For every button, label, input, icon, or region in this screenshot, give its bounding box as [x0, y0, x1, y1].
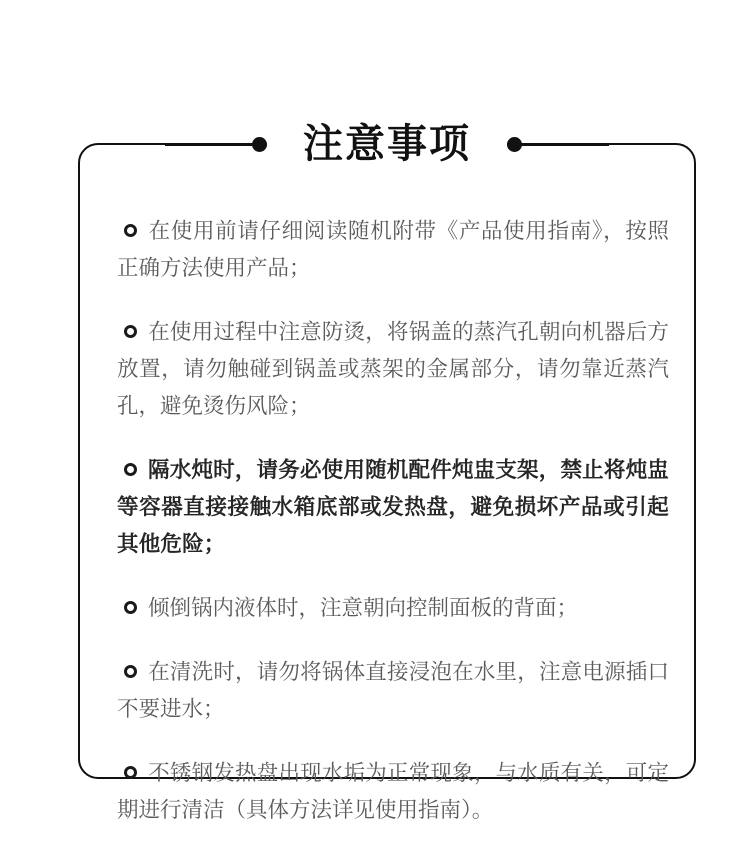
title-rule-right [507, 127, 609, 161]
ring-bullet-icon [124, 325, 137, 338]
title-dot-right-icon [507, 137, 522, 152]
notice-item-text: 倾倒锅内液体时，注意朝向控制面板的背面； [148, 595, 579, 621]
notice-item-cleaning-no-soak [117, 654, 669, 728]
title-dot-left-icon [252, 137, 267, 152]
ring-bullet-icon [124, 224, 137, 237]
notice-item-scale-normal [117, 755, 669, 829]
notice-header [78, 110, 696, 178]
ring-bullet-icon [124, 665, 137, 678]
notice-item-text: 隔水炖时，请务必使用随机配件炖盅支架，禁止将炖盅等容器直接接触水箱底部或发热盘，避免损坏产品或引起其他危险； [117, 457, 669, 557]
notice-item-steam-vent-direction [117, 314, 669, 425]
notice-item-read-manual [117, 213, 669, 287]
notice-item-text: 在使用前请仔细阅读随机附带《产品使用指南》，按照正确方法使用产品； [117, 218, 669, 281]
ring-bullet-icon [124, 766, 137, 779]
title-rule-left-line [165, 143, 253, 146]
ring-bullet-icon [124, 601, 137, 614]
notice-item-pour-direction [117, 590, 669, 627]
ring-bullet-icon [124, 463, 137, 476]
notice-list [117, 191, 669, 829]
notice-item-text: 不锈钢发热盘出现水垢为正常现象，与水质有关，可定期进行清洁（具体方法详见使用指南）。 [117, 760, 669, 823]
notice-item-stew-pot-rack [117, 452, 669, 563]
page-title: 注意事项 [267, 124, 507, 164]
title-rule-right-line [521, 143, 609, 146]
notice-item-text: 在清洗时，请勿将锅体直接浸泡在水里，注意电源插口不要进水； [117, 659, 669, 722]
notice-item-text: 在使用过程中注意防烫，将锅盖的蒸汽孔朝向机器后方放置，请勿触碰到锅盖或蒸架的金属部分，请勿靠近蒸汽孔，避免烫伤风险； [117, 319, 669, 419]
title-rule-left [165, 127, 267, 161]
